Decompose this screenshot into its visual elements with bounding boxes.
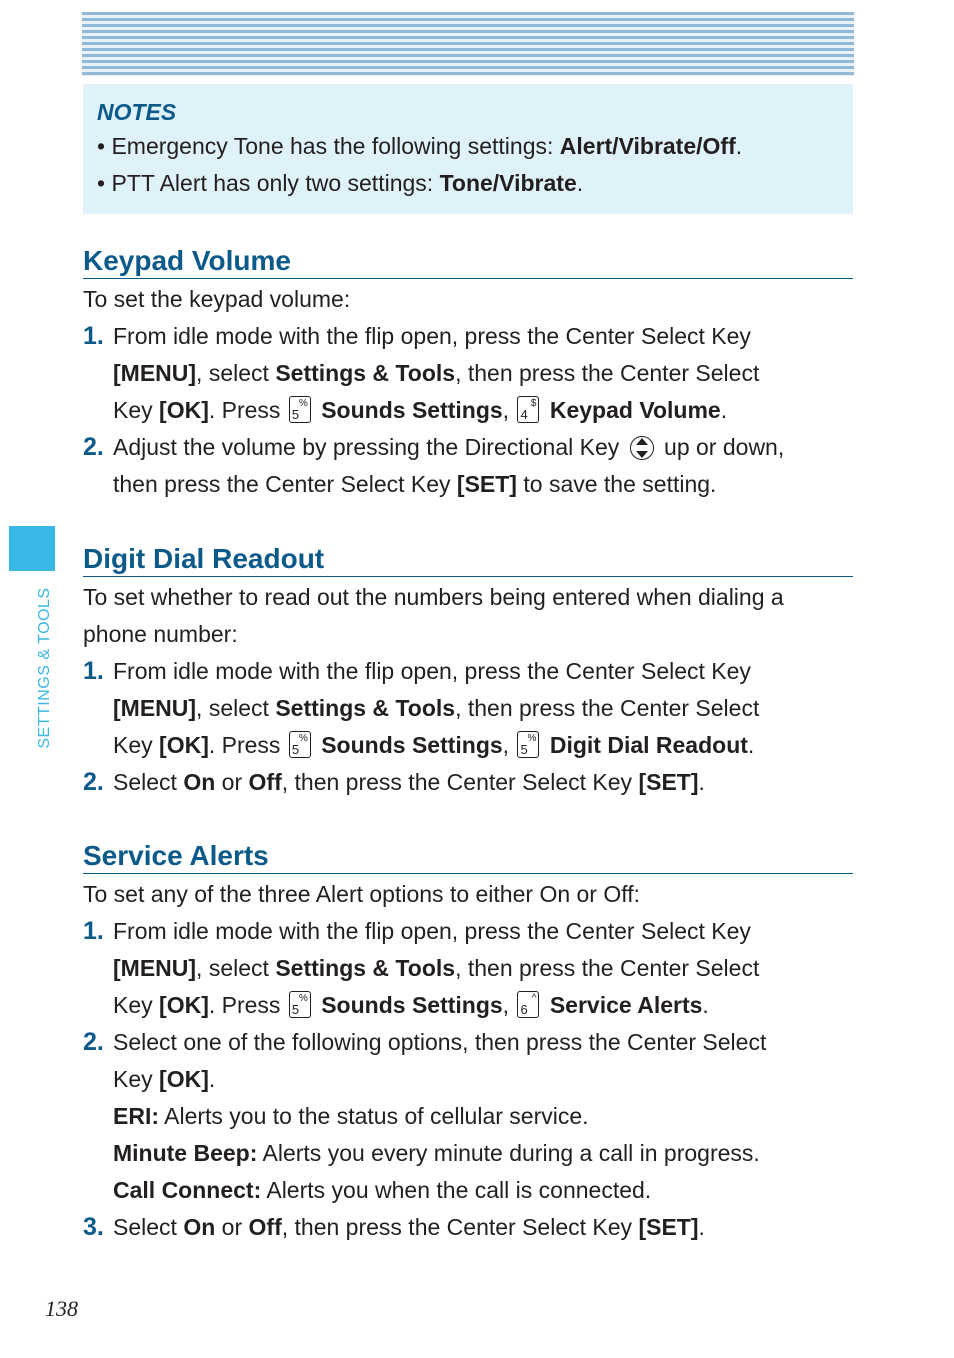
step <box>83 653 853 764</box>
key-5-icon <box>289 396 311 423</box>
step-text: , select <box>196 955 276 981</box>
note-bold: Alert/Vibrate/Off <box>559 133 736 159</box>
step-text: Select one of the following options, then press the Center Select <box>113 1029 767 1055</box>
key-symbol: $ <box>530 398 537 409</box>
step-text: , then press the Center Select <box>455 695 760 721</box>
option-label: Minute Beep: <box>113 1140 258 1166</box>
step-text: Select <box>113 1214 184 1240</box>
step <box>83 318 853 429</box>
step-text: . <box>208 1066 216 1092</box>
directional-key-icon <box>630 436 654 460</box>
side-section-label: SETTINGS & TOOLS <box>36 587 53 749</box>
key-digit: 6 <box>520 1002 528 1017</box>
step-number: 1. <box>83 322 104 350</box>
header-stripes <box>82 12 854 76</box>
section-digit-dial-readout <box>83 542 853 801</box>
notes-line <box>97 128 839 165</box>
step-text: . Press <box>208 992 287 1018</box>
side-tab <box>9 526 55 571</box>
step-text: . <box>698 1214 705 1240</box>
step-text: Key <box>113 992 160 1018</box>
key-5-icon <box>517 731 539 758</box>
step <box>83 1209 853 1246</box>
step-text: , then press the Center Select <box>455 955 760 981</box>
step <box>83 764 853 801</box>
option-text: Alerts you when the call is connected. <box>261 1177 652 1203</box>
key-digit: 4 <box>520 407 528 422</box>
step-text: , <box>502 397 516 423</box>
step-text: From idle mode with the flip open, press the Center Select Key <box>113 658 751 684</box>
step-bold: [SET] <box>638 769 699 795</box>
key-digit: 5 <box>520 742 528 757</box>
step-bold: [OK] <box>159 732 209 758</box>
option-item <box>83 1135 853 1172</box>
step-text: then press the Center Select Key <box>113 471 457 497</box>
step-text: . <box>698 769 705 795</box>
section-intro: To set whether to read out the numbers being entered when dialing a phone number: <box>83 584 784 647</box>
step-text: From idle mode with the flip open, press the Center Select Key <box>113 323 751 349</box>
key-symbol: % <box>527 733 537 744</box>
section-title: Service Alerts <box>83 839 853 874</box>
step-bold: [SET] <box>456 471 517 497</box>
step-bold: Keypad Volume <box>549 397 721 423</box>
note-text: . <box>576 170 584 196</box>
step-bold: Sounds Settings <box>321 397 503 423</box>
notes-box <box>83 84 853 214</box>
step-bold: Sounds Settings <box>321 992 503 1018</box>
notes-title: NOTES <box>97 99 177 125</box>
option-label: ERI: <box>113 1103 159 1129</box>
step-text: , select <box>196 360 276 386</box>
step-text: or <box>215 1214 249 1240</box>
step <box>83 429 853 503</box>
step-text: , select <box>196 695 276 721</box>
key-symbol: % <box>298 733 308 744</box>
step-bold: [OK] <box>159 992 209 1018</box>
step-bold: Off <box>248 769 282 795</box>
step-bold: [MENU] <box>113 695 197 721</box>
step <box>83 1024 853 1098</box>
step-bold: [SET] <box>638 1214 699 1240</box>
step-text: or <box>215 769 249 795</box>
step-text: Key <box>113 732 160 758</box>
step-text: to save the setting. <box>516 471 717 497</box>
step <box>83 913 853 1024</box>
step-text: . <box>747 732 755 758</box>
key-symbol: % <box>298 993 308 1004</box>
option-label: Call Connect: <box>113 1177 262 1203</box>
step-text: , <box>502 992 516 1018</box>
step-number: 3. <box>83 1213 104 1241</box>
key-4-icon <box>517 396 539 423</box>
step-text: From idle mode with the flip open, press the Center Select Key <box>113 918 751 944</box>
key-6-icon <box>517 991 539 1018</box>
key-symbol: % <box>298 398 308 409</box>
step-bold: Settings & Tools <box>275 695 456 721</box>
step-bold: Sounds Settings <box>321 732 503 758</box>
step-text: . Press <box>208 732 287 758</box>
section-title: Digit Dial Readout <box>83 542 853 577</box>
notes-line <box>97 165 839 202</box>
step-text: . <box>720 397 728 423</box>
step-bold: On <box>183 769 216 795</box>
step-text: . Press <box>208 397 287 423</box>
option-text: Alerts you every minute during a call in progress. <box>257 1140 760 1166</box>
step-bold: Service Alerts <box>549 992 703 1018</box>
step-text: Adjust the volume by pressing the Directional Key <box>113 434 626 460</box>
section-service-alerts <box>83 839 853 1246</box>
section-keypad-volume <box>83 244 853 503</box>
step-text: , then press the Center Select <box>455 360 760 386</box>
option-item <box>83 1098 853 1135</box>
step-bold: [MENU] <box>113 955 197 981</box>
note-text: • PTT Alert has only two settings: <box>97 170 440 196</box>
step-text: , <box>502 732 516 758</box>
step-bold: [OK] <box>159 397 209 423</box>
note-text: . <box>735 133 743 159</box>
key-digit: 5 <box>291 742 300 757</box>
page-number: 138 <box>45 1296 78 1321</box>
note-bold: Tone/Vibrate <box>439 170 577 196</box>
step-text: Key <box>113 397 160 423</box>
section-intro: To set any of the three Alert options to either On or Off: <box>83 881 640 907</box>
section-intro: To set the keypad volume: <box>83 286 351 312</box>
step-text: . <box>702 992 709 1018</box>
step-bold: Settings & Tools <box>275 360 456 386</box>
step-bold: Settings & Tools <box>275 955 456 981</box>
key-5-icon <box>289 731 311 758</box>
key-digit: 5 <box>291 407 300 422</box>
step-bold: [MENU] <box>113 360 197 386</box>
key-5-icon <box>289 991 311 1018</box>
step-number: 1. <box>83 657 104 685</box>
step-text: , then press the Center Select Key <box>281 1214 639 1240</box>
option-item <box>83 1172 853 1209</box>
step-bold: On <box>183 1214 216 1240</box>
step-number: 1. <box>83 917 104 945</box>
step-text: Key <box>113 1066 160 1092</box>
key-digit: 5 <box>291 1002 300 1017</box>
step-number: 2. <box>83 768 104 796</box>
step-text: Select <box>113 769 184 795</box>
step-number: 2. <box>83 433 104 461</box>
option-text: Alerts you to the status of cellular service. <box>159 1103 589 1129</box>
step-bold: [OK] <box>159 1066 209 1092</box>
step-number: 2. <box>83 1028 104 1056</box>
step-bold: Digit Dial Readout <box>549 732 748 758</box>
key-symbol: ^ <box>531 993 537 1004</box>
step-bold: Off <box>248 1214 282 1240</box>
note-text: • Emergency Tone has the following settings: <box>97 133 560 159</box>
step-text: , then press the Center Select Key <box>281 769 639 795</box>
step-text: up or down, <box>657 434 785 460</box>
section-title: Keypad Volume <box>83 244 853 279</box>
